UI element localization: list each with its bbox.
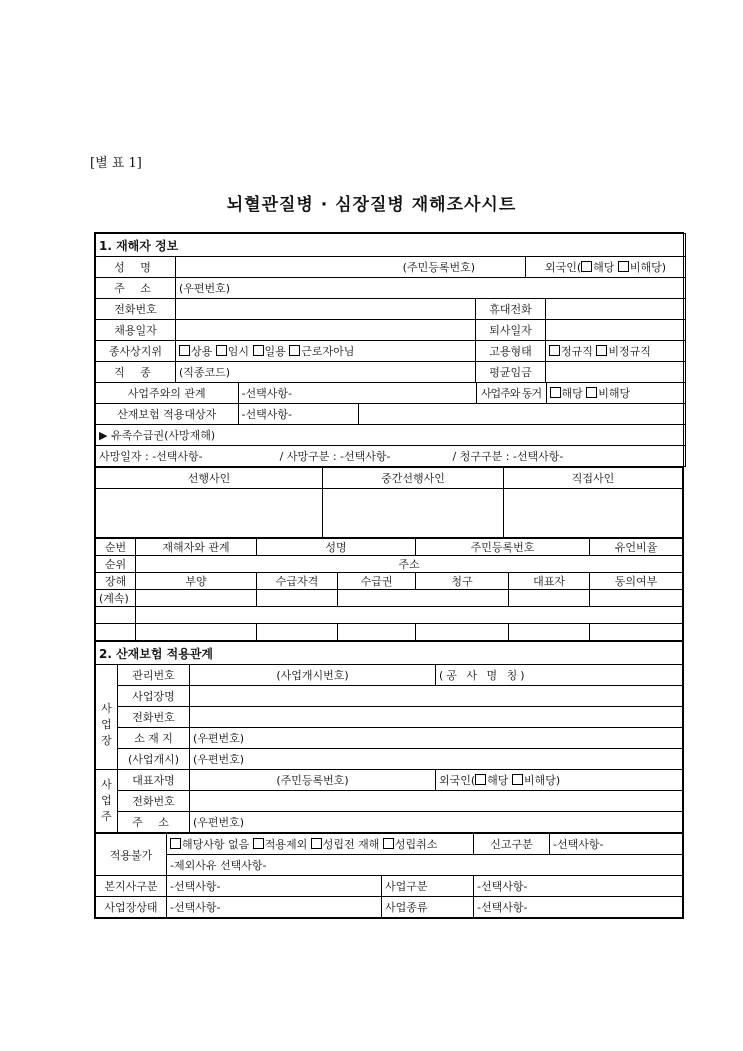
causes-table — [95, 467, 683, 538]
workplace-vertical-label — [96, 665, 118, 770]
job-status-options — [176, 341, 476, 362]
hdr-relation: 재해자와 관계 — [136, 539, 257, 556]
option-label: 비정규직 — [608, 345, 651, 358]
foreigner-label: 외국인( — [544, 261, 582, 274]
survivor-cell[interactable] — [416, 624, 509, 641]
checkbox[interactable] — [549, 345, 560, 356]
biz-status-select[interactable]: -선택사항- — [167, 897, 382, 918]
section2-title: 2. 산재보험 적용관계 — [96, 642, 683, 665]
continued-label: (계속) — [96, 590, 136, 607]
relation-row — [96, 383, 686, 404]
yes-label: 해당 — [593, 261, 615, 274]
biz-kind-select[interactable]: -선택사항- — [474, 897, 683, 918]
employment-type-label: 고용형태 — [476, 341, 546, 362]
section1-title: 1. 재해자 정보 — [96, 234, 686, 257]
biz-open-label: (사업개시) — [118, 749, 190, 770]
death-type-field[interactable]: / 사망구분 : -선택사항- — [279, 450, 391, 463]
biz-name-label: 사업장명 — [118, 686, 190, 707]
retire-date-input[interactable] — [546, 320, 686, 341]
avg-wage-label: 평균임금 — [476, 362, 546, 383]
vert-char: 주 — [101, 810, 112, 823]
not-applicable-options — [167, 834, 474, 855]
hdr-consent: 동의여부 — [590, 573, 683, 590]
insurance-target-label: 산재보험 적용대상자 — [96, 404, 238, 424]
vert-char: 업 — [101, 794, 112, 807]
option-label: 상용 — [191, 345, 213, 358]
checkbox[interactable] — [581, 261, 592, 272]
page-title: 뇌혈관질병 · 심장질병 재해조사시트 — [226, 195, 517, 215]
job-code-label: (직종코드) — [176, 362, 476, 383]
hdr-entitlement: 수급권 — [338, 573, 416, 590]
survivor-cell[interactable] — [257, 590, 338, 607]
survivor-cell[interactable] — [136, 624, 257, 641]
yes-label: 해당 — [561, 387, 583, 400]
vert-char: 업 — [101, 718, 112, 731]
biz-open-postal: (우편번호) — [190, 749, 683, 770]
owner-resident-no-label: (주민등록번호) — [190, 770, 436, 791]
hdr-representative: 대표자 — [509, 573, 590, 590]
employment-type-options — [546, 341, 686, 362]
survivor-cell[interactable] — [136, 590, 257, 607]
no-label: 비해당) — [523, 774, 561, 787]
hdr-address: 주소 — [136, 556, 683, 573]
checkbox[interactable] — [311, 838, 322, 849]
public-name-label: (공 사 명 칭) — [436, 665, 683, 686]
death-date-field[interactable]: 사망일자 : -선택사항- — [99, 450, 203, 463]
relation-owner-select[interactable]: -선택사항- — [238, 383, 476, 403]
owner-phone-label: 전화번호 — [118, 791, 190, 812]
hire-date-label: 채용일자 — [96, 320, 176, 341]
option-label: 근로자아님 — [301, 345, 355, 358]
cohabit-options — [546, 383, 685, 403]
hire-date-input[interactable] — [176, 320, 476, 341]
section2-bottom-table — [95, 833, 683, 918]
survivor-rights-label: ▶ 유족수급권(사망재해) — [96, 425, 686, 446]
checkbox[interactable] — [512, 774, 523, 785]
checkbox[interactable] — [475, 774, 486, 785]
hdr-claim: 청구 — [416, 573, 509, 590]
survivor-cell[interactable] — [338, 624, 416, 641]
claim-type-field[interactable]: / 청구구분 : -선택사항- — [452, 450, 564, 463]
phone-label: 전화번호 — [96, 299, 176, 320]
job-label: 직 종 — [96, 362, 176, 383]
checkbox[interactable] — [179, 345, 190, 356]
retire-date-label: 퇴사일자 — [476, 320, 546, 341]
insurance-target-subtable — [96, 404, 685, 424]
blank-cell — [358, 404, 685, 424]
death-info-row — [96, 446, 686, 467]
no-label: 비해당) — [629, 261, 667, 274]
checkbox[interactable] — [383, 838, 394, 849]
survey-form — [94, 232, 684, 919]
rep-name-label: 대표자명 — [118, 770, 190, 791]
avg-wage-input[interactable] — [546, 362, 686, 383]
biz-type-label: 사업구분 — [382, 876, 474, 897]
hdr-disability: 장해 — [96, 573, 136, 590]
branch-type-select[interactable]: -선택사항- — [167, 876, 382, 897]
location-postal: (우편번호) — [190, 728, 683, 749]
survivor-cell[interactable] — [96, 624, 136, 641]
vert-char: 장 — [101, 734, 112, 747]
job-status-label: 종사상지위 — [96, 341, 176, 362]
foreigner-label: 외국인( — [439, 774, 476, 787]
checkbox[interactable] — [253, 838, 264, 849]
option-label: 성립전 재해 — [322, 838, 380, 851]
relation-subtable — [96, 383, 685, 403]
owner-address-label: 주 소 — [118, 812, 190, 833]
address-label: 주 소 — [96, 278, 176, 299]
hdr-seq: 순번 — [96, 539, 136, 556]
survivor-cell[interactable] — [96, 607, 136, 624]
vert-char: 사 — [101, 702, 112, 715]
cohabit-label: 사업주와 동거 — [476, 383, 546, 403]
vert-char: 사 — [101, 778, 112, 791]
annex-label: [별 표 1] — [90, 156, 142, 171]
checkbox[interactable] — [170, 838, 181, 849]
intermediate-cause-input[interactable] — [323, 489, 504, 538]
checkbox[interactable] — [253, 345, 264, 356]
survivor-cell[interactable] — [509, 624, 590, 641]
prior-cause-label: 선행사인 — [96, 468, 323, 489]
hdr-support: 부양 — [136, 573, 257, 590]
biz-type-select[interactable]: -선택사항- — [474, 876, 683, 897]
direct-cause-input[interactable] — [504, 489, 683, 538]
hdr-resident-no: 주민등록번호 — [416, 539, 590, 556]
mobile-label: 휴대전화 — [476, 299, 546, 320]
survivor-cell[interactable] — [257, 624, 338, 641]
owner-foreigner-field — [436, 770, 683, 791]
biz-kind-label: 사업종류 — [382, 897, 474, 918]
checkbox[interactable] — [586, 387, 597, 398]
branch-type-label: 본지사구분 — [96, 876, 167, 897]
biz-open-no-label: (사업개시번호) — [190, 665, 436, 686]
biz-phone-label: 전화번호 — [118, 707, 190, 728]
survivor-cell[interactable] — [136, 607, 683, 624]
checkbox[interactable] — [216, 345, 227, 356]
section1-table — [95, 233, 686, 467]
checkbox[interactable] — [596, 345, 607, 356]
insurance-target-select[interactable]: -선택사항- — [238, 404, 358, 424]
name-label: 성 명 — [96, 257, 176, 278]
survivor-cell[interactable] — [509, 590, 590, 607]
relation-owner-label: 사업주와의 관계 — [96, 383, 238, 403]
option-label: 임시 — [227, 345, 250, 358]
checkbox[interactable] — [618, 261, 629, 272]
prior-cause-input[interactable] — [96, 489, 323, 538]
report-type-label: 신고구분 — [474, 834, 550, 855]
location-label: 소 재 지 — [118, 728, 190, 749]
intermediate-cause-label: 중간선행사인 — [323, 468, 504, 489]
postal-label: (우편번호) — [176, 278, 686, 299]
phone-input[interactable] — [176, 299, 476, 320]
not-applicable-label: 적용불가 — [96, 834, 167, 876]
hdr-name: 성명 — [257, 539, 416, 556]
mgmt-no-label: 관리번호 — [118, 665, 190, 686]
owner-phone-input[interactable] — [190, 791, 683, 812]
checkbox[interactable] — [289, 345, 300, 356]
direct-cause-label: 직접사인 — [504, 468, 683, 489]
survivor-table — [95, 538, 683, 641]
biz-name-input[interactable] — [190, 686, 683, 707]
owner-vertical-label — [96, 770, 118, 833]
exclusion-reason-select[interactable]: -제외사유 선택사항- — [167, 855, 683, 876]
owner-address-postal: (우편번호) — [190, 812, 683, 833]
option-label: 적용제외 — [264, 838, 308, 851]
hdr-rank: 순위 — [96, 556, 136, 573]
report-type-select[interactable]: -선택사항- — [550, 834, 683, 855]
checkbox[interactable] — [550, 387, 561, 398]
option-label: 해당사항 없음 — [182, 838, 250, 851]
hdr-will-ratio: 유언비율 — [590, 539, 683, 556]
no-label: 비해당 — [598, 387, 631, 400]
survivor-cell[interactable] — [590, 624, 683, 641]
option-label: 정규직 — [561, 345, 593, 358]
insurance-target-row — [96, 404, 686, 425]
resident-no-label: (주민등록번호) — [176, 257, 526, 278]
option-label: 성립취소 — [394, 838, 438, 851]
hdr-eligibility: 수급자격 — [257, 573, 338, 590]
survivor-cell[interactable] — [590, 590, 683, 607]
option-label: 일용 — [264, 345, 286, 358]
section2-table — [95, 641, 683, 833]
survivor-cell[interactable] — [338, 590, 509, 607]
biz-phone-input[interactable] — [190, 707, 683, 728]
foreigner-field — [526, 257, 686, 278]
yes-label: 해당 — [487, 774, 509, 787]
biz-status-label: 사업장상태 — [96, 897, 167, 918]
mobile-input[interactable] — [546, 299, 686, 320]
